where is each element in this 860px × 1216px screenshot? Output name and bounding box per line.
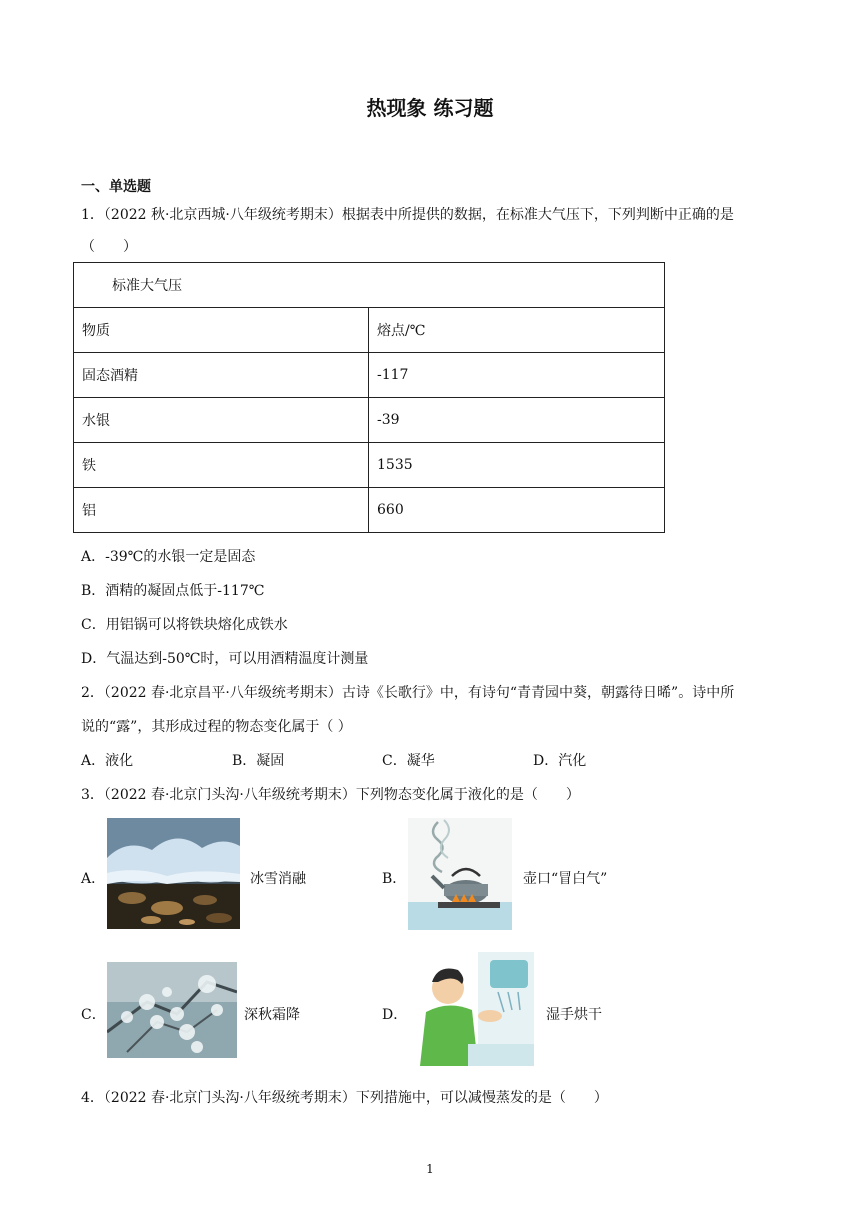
melting-point-table bbox=[73, 262, 665, 533]
table-row bbox=[74, 488, 665, 533]
q1-option-c: C．用铝锅可以将铁块熔化成铁水 bbox=[81, 617, 288, 633]
q1-option-a: A．-39℃的水银一定是固态 bbox=[81, 549, 256, 565]
page-title: 热现象 练习题 bbox=[366, 96, 494, 120]
column-header-substance: 物质 bbox=[74, 308, 369, 353]
column-header-melting-point: 熔点/℃ bbox=[369, 308, 665, 353]
q2-option-a: A．液化 bbox=[81, 753, 134, 769]
q1-stem-line2: （ ） bbox=[81, 239, 137, 255]
q2-option-c: C．凝华 bbox=[382, 753, 435, 769]
table-row bbox=[74, 443, 665, 488]
table-header: 标准大气压 bbox=[74, 263, 665, 308]
table-row bbox=[74, 398, 665, 443]
q2-stem-line1: 2．（2022 春·北京昌平·八年级统考期末）古诗《长歌行》中，有诗句“青青园中葵，朝露待日晞”。诗中所 bbox=[81, 685, 735, 701]
q3-option-d-letter: D． bbox=[382, 1007, 408, 1023]
table-column-row bbox=[74, 308, 665, 353]
q3-stem: 3．（2022 春·北京门头沟·八年级统考期末）下列物态变化属于液化的是（ ） bbox=[81, 787, 580, 803]
table-cell: -117 bbox=[369, 353, 665, 398]
hand-dryer-illustration bbox=[408, 952, 534, 1066]
table-cell: 铁 bbox=[74, 443, 369, 488]
melting-ice-photo bbox=[107, 818, 240, 929]
table-header-row bbox=[74, 263, 665, 308]
table-cell: -39 bbox=[369, 398, 665, 443]
q3-option-b-letter: B． bbox=[382, 871, 407, 887]
table-cell: 铝 bbox=[74, 488, 369, 533]
q2-stem-line2: 说的“露”，其形成过程的物态变化属于（ ） bbox=[81, 719, 352, 735]
kettle-steam-illustration bbox=[408, 818, 512, 930]
q1-option-b: B．酒精的凝固点低于-117℃ bbox=[81, 583, 265, 599]
table-cell: 660 bbox=[369, 488, 665, 533]
q3-option-d-caption: 湿手烘干 bbox=[546, 1007, 602, 1023]
q3-option-b-caption: 壶口“冒白气” bbox=[523, 871, 608, 887]
table-cell: 水银 bbox=[74, 398, 369, 443]
q3-option-c-letter: C． bbox=[81, 1007, 106, 1023]
q3-option-c-caption: 深秋霜降 bbox=[244, 1007, 300, 1023]
q2-option-b: B．凝固 bbox=[232, 753, 285, 769]
q1-stem-line1: 1．（2022 秋·北京西城·八年级统考期末）根据表中所提供的数据，在标准大气压下，下列判断中正确的是 bbox=[81, 207, 734, 223]
page-number: 1 bbox=[426, 1162, 434, 1176]
q2-option-d: D．汽化 bbox=[533, 753, 587, 769]
table-row bbox=[74, 353, 665, 398]
q1-option-d: D．气温达到-50℃时，可以用酒精温度计测量 bbox=[81, 651, 369, 667]
table-cell: 固态酒精 bbox=[74, 353, 369, 398]
q3-option-a-caption: 冰雪消融 bbox=[250, 871, 306, 887]
table-cell: 1535 bbox=[369, 443, 665, 488]
frost-photo bbox=[107, 962, 237, 1058]
q4-stem: 4．（2022 春·北京门头沟·八年级统考期末）下列措施中，可以减慢蒸发的是（ ） bbox=[81, 1090, 608, 1106]
q3-option-a-letter: A． bbox=[81, 871, 106, 887]
section-heading: 一、单选题 bbox=[81, 179, 151, 195]
